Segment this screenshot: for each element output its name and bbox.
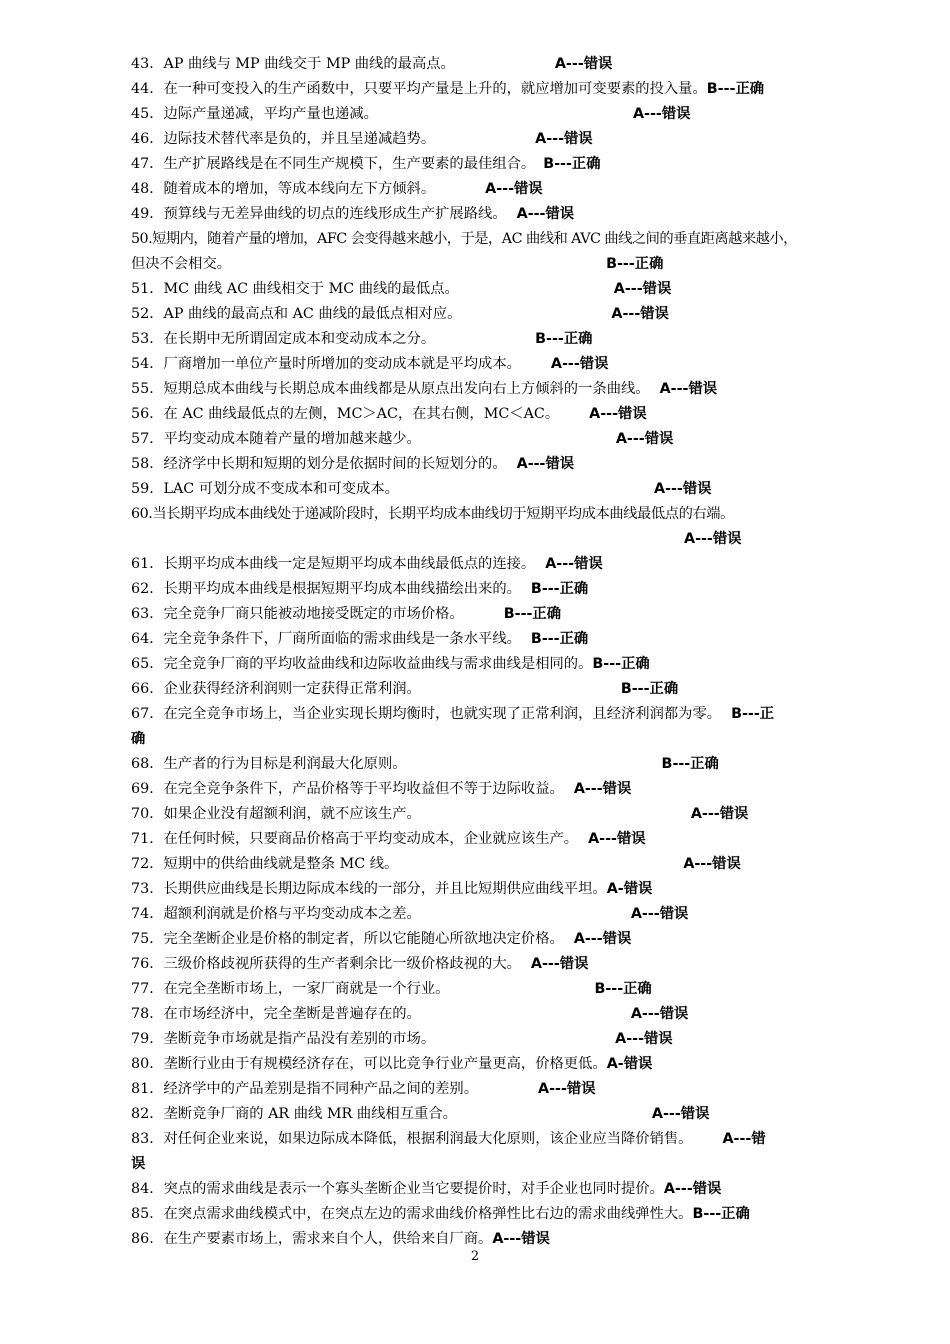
answer: A---错误 — [615, 431, 674, 447]
question-79: 79．垄断竞争市场就是指产品没有差别的市场。 A---错误 — [131, 1031, 673, 1047]
answer: B---正确 — [530, 581, 589, 597]
question-54: 54．厂商增加一单位产量时所增加的变动成本就是平均成本。 A---错误 — [131, 356, 609, 372]
question-85: 85．在突点需求曲线模式中，在突点左边的需求曲线价格弹性比右边的需求曲线弹性大。B---正确 — [131, 1206, 750, 1222]
answer: A---错误 — [630, 1006, 689, 1022]
answer: A---错误 — [611, 306, 669, 322]
answer: B---正确 — [706, 81, 765, 97]
question-60-answer — [684, 527, 741, 552]
question-47: 47．生产扩展路线是在不同生产规模下，生产要素的最佳组合。 B---正确 — [131, 156, 601, 172]
question-74: 74．超额利润就是价格与平均变动成本之差。 A---错误 — [131, 906, 689, 922]
answer: A---错误 — [538, 1081, 596, 1097]
answer: A---错误 — [516, 206, 575, 222]
question-63: 63．完全竞争厂商只能被动地接受既定的市场价格。 B---正确 — [131, 606, 562, 622]
answer: A---错误 — [653, 481, 712, 497]
answer: A---错误 — [545, 556, 603, 572]
question-46: 46．边际技术替代率是负的，并且呈递减趋势。 A---错误 — [131, 131, 593, 147]
question-53: 53．在长期中无所谓固定成本和变动成本之分。 B---正确 — [131, 331, 593, 347]
question-82: 82．垄断竞争厂商的 AR 曲线 MR 曲线相互重合。 A---错误 — [131, 1106, 710, 1122]
answer: B---正确 — [530, 631, 589, 647]
answer: B---正确 — [692, 1206, 750, 1222]
question-78: 78．在市场经济中，完全垄断是普遍存在的。 A---错误 — [131, 1006, 689, 1022]
question-69: 69．在完全竞争条件下，产品价格等于平均收益但不等于边际收益。 A---错误 — [131, 781, 632, 797]
answer: A---错误 — [573, 931, 632, 947]
answer: A---错误 — [632, 106, 691, 122]
answer: A---错误 — [684, 531, 742, 547]
question-48: 48．随着成本的增加，等成本线向左下方倾斜。 A---错误 — [131, 181, 543, 197]
answer: A---错误 — [651, 1106, 710, 1122]
question-73: 73．长期供应曲线是长期边际成本线的一部分，并且比短期供应曲线平坦。A-错误 — [131, 881, 653, 897]
question-70: 70．如果企业没有超额利润，就不应该生产。 A---错误 — [131, 806, 749, 822]
answer: A---错误 — [589, 406, 647, 422]
question-84: 84．突点的需求曲线是表示一个寡头垄断企业当它要提价时，对手企业也同时提价。A---错误 — [131, 1181, 722, 1197]
answer: B---正 — [731, 706, 775, 722]
answer: 误 — [131, 1156, 146, 1172]
answer: B---正确 — [543, 156, 601, 172]
question-44: 44．在一种可变投入的生产函数中，只要平均产量是上升的，就应增加可变要素的投入量。B---正确 — [131, 81, 765, 97]
question-60: 60.当长期平均成本曲线处于递减阶段时，长期平均成本曲线切于短期平均成本曲线最低点的右端。 — [131, 506, 734, 522]
answer: A---错误 — [615, 1031, 673, 1047]
question-55: 55．短期总成本曲线与长期总成本曲线都是从原点出发向右上方倾斜的一条曲线。 A---错误 — [131, 381, 718, 397]
question-68: 68．生产者的行为目标是利润最大化原则。 B---正确 — [131, 756, 719, 772]
answer: A---错误 — [588, 831, 646, 847]
answer: A---错误 — [630, 906, 689, 922]
answer: A---错误 — [485, 181, 543, 197]
question-76: 76．三级价格歧视所获得的生产者剩余比一级价格歧视的大。 A---错误 — [131, 956, 589, 972]
page-number: 2 — [470, 1249, 480, 1264]
answer: A---错误 — [613, 281, 672, 297]
answer: A---错误 — [659, 381, 718, 397]
question-77: 77．在完全垄断市场上，一家厂商就是一个行业。 B---正确 — [131, 981, 652, 997]
question-49: 49．预算线与无差异曲线的切点的连线形成生产扩展路线。 A---错误 — [131, 206, 575, 222]
question-50: 50.短期内，随着产量的增加，AFC 会变得越来越小，于是，AC 曲线和 AVC 曲线之间的垂直距离越来越小， — [131, 231, 797, 247]
answer: B---正确 — [503, 606, 562, 622]
answer: B---正确 — [661, 756, 719, 772]
question-57: 57．平均变动成本随着产量的增加越来越少。 A---错误 — [131, 431, 674, 447]
question-86: 86．在生产要素市场上，需求来自个人，供给来自厂商。A---错误 — [131, 1231, 550, 1247]
question-52: 52．AP 曲线的最高点和 AC 曲线的最低点相对应。 A---错误 — [131, 306, 669, 322]
question-66: 66．企业获得经济利润则一定获得正常利润。 B---正确 — [131, 681, 679, 697]
answer: A---错误 — [554, 56, 613, 72]
question-50-cont: 但决不会相交。 B---正确 — [131, 256, 664, 272]
answer: B---正确 — [620, 681, 679, 697]
answer: A---错误 — [535, 131, 593, 147]
answer: A---错误 — [516, 456, 575, 472]
question-81: 81．经济学中的产品差别是指不同种产品之间的差别。 A---错误 — [131, 1081, 596, 1097]
question-64: 64．完全竞争条件下，厂商所面临的需求曲线是一条水平线。 B---正确 — [131, 631, 589, 647]
question-45: 45．边际产量递减，平均产量也递减。 A---错误 — [131, 106, 691, 122]
question-65: 65．完全竞争厂商的平均收益曲线和边际收益曲线与需求曲线是相同的。B---正确 — [131, 656, 650, 672]
question-83: 83．对任何企业来说，如果边际成本降低，根据利润最大化原则，该企业应当降价销售。 A---错 — [131, 1131, 766, 1147]
answer: B---正确 — [594, 981, 652, 997]
question-83-cont — [131, 1152, 145, 1177]
question-67-cont — [131, 727, 145, 752]
question-72: 72．短期中的供给曲线就是整条 MC 线。 A---错误 — [131, 856, 741, 872]
answer: 确 — [131, 731, 146, 747]
answer: A---错误 — [550, 356, 609, 372]
answer: A---错误 — [663, 1181, 722, 1197]
question-71: 71．在任何时候，只要商品价格高于平均变动成本，企业就应该生产。 A---错误 — [131, 831, 646, 847]
question-75: 75．完全垄断企业是价格的制定者，所以它能随心所欲地决定价格。 A---错误 — [131, 931, 632, 947]
answer: A---错误 — [573, 781, 632, 797]
answer: A---错误 — [530, 956, 589, 972]
answer: A---错误 — [690, 806, 749, 822]
question-62: 62．长期平均成本曲线是根据短期平均成本曲线描绘出来的。 B---正确 — [131, 581, 589, 597]
question-43: 43．AP 曲线与 MP 曲线交于 MP 曲线的最高点。 A---错误 — [131, 56, 613, 72]
answer: A---错误 — [683, 856, 741, 872]
question-61: 61．长期平均成本曲线一定是短期平均成本曲线最低点的连接。 A---错误 — [131, 556, 603, 572]
question-56: 56．在 AC 曲线最低点的左侧，MC＞AC，在其右侧，MC＜AC。 A---错误 — [131, 406, 647, 422]
answer: A---错 — [722, 1131, 766, 1147]
answer: B---正确 — [606, 256, 664, 272]
question-51: 51．MC 曲线 AC 曲线相交于 MC 曲线的最低点。 A---错误 — [131, 281, 672, 297]
question-67: 67．在完全竞争市场上，当企业实现长期均衡时，也就实现了正常利润，且经济利润都为零。 B---正 — [131, 706, 775, 722]
answer: A---错误 — [492, 1231, 550, 1247]
answer: A-错误 — [606, 881, 653, 897]
question-80: 80．垄断行业由于有规模经济存在，可以比竞争行业产量更高，价格更低。A-错误 — [131, 1056, 653, 1072]
question-58: 58．经济学中长期和短期的划分是依据时间的长短划分的。 A---错误 — [131, 456, 575, 472]
question-59: 59．LAC 可划分成不变成本和可变成本。 A---错误 — [131, 481, 712, 497]
answer: B---正确 — [592, 656, 650, 672]
answer: B---正确 — [535, 331, 593, 347]
answer: A-错误 — [606, 1056, 653, 1072]
